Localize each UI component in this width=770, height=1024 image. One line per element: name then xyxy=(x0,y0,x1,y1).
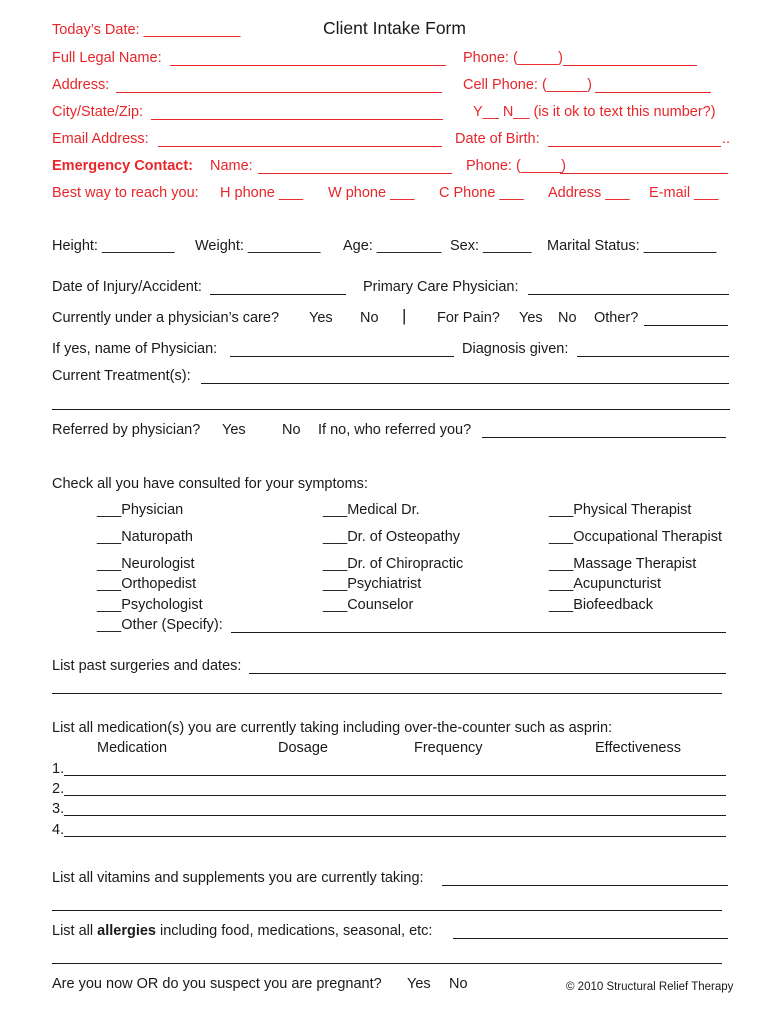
sex-field[interactable]: Sex: ______ xyxy=(450,238,532,254)
who-referred-line[interactable] xyxy=(482,437,726,438)
consult-other[interactable]: ___Other (Specify): xyxy=(97,617,223,633)
referred-no[interactable]: No xyxy=(282,422,301,438)
best-way-label: Best way to reach you: xyxy=(52,185,199,201)
physician-name-line[interactable] xyxy=(230,356,454,357)
under-care-yes[interactable]: Yes xyxy=(309,310,333,326)
emergency-name-label: Name: xyxy=(210,158,253,174)
diagnosis-line[interactable] xyxy=(577,356,729,357)
frequency-column-header: Frequency xyxy=(414,740,483,756)
effectiveness-column-header: Effectiveness xyxy=(595,740,681,756)
referred-question: Referred by physician? xyxy=(52,422,201,438)
other-line[interactable] xyxy=(644,325,728,326)
consult-massage-therapist[interactable]: ___Massage Therapist xyxy=(549,556,697,572)
address-label: Address: xyxy=(52,77,110,93)
diagnosis-label: Diagnosis given: xyxy=(462,341,569,357)
consult-acupuncturist[interactable]: ___Acupuncturist xyxy=(549,576,662,592)
copyright-notice: © 2010 Structural Relief Therapy xyxy=(566,981,734,993)
medications-heading: List all medication(s) you are currently taking including over-the-counter such as asprin: xyxy=(52,720,613,736)
medication-row-number: 3. xyxy=(52,801,65,817)
medication-row-number: 2. xyxy=(52,781,65,797)
consult-naturopath[interactable]: ___Naturopath xyxy=(97,529,193,545)
dosage-column-header: Dosage xyxy=(278,740,328,756)
pain-no[interactable]: No xyxy=(558,310,577,326)
consult-physician[interactable]: ___Physician xyxy=(97,502,184,518)
pregnancy-no[interactable]: No xyxy=(449,976,468,992)
emergency-phone-label: Phone: (_____) xyxy=(466,158,566,174)
allergies-suffix: including food, medications, seasonal, etc: xyxy=(160,923,433,939)
c-phone-option[interactable]: C Phone ___ xyxy=(439,185,524,201)
medication-row-line[interactable] xyxy=(64,815,726,816)
current-treatment-line[interactable] xyxy=(201,383,729,384)
todays-date-field[interactable]: Today’s Date: ____________ xyxy=(52,22,241,38)
cell-phone-line[interactable] xyxy=(595,92,711,93)
full-legal-name-label: Full Legal Name: xyxy=(52,50,162,66)
email-label: Email Address: xyxy=(52,131,149,147)
emergency-phone-line[interactable] xyxy=(560,173,728,174)
address-line[interactable] xyxy=(116,92,442,93)
emergency-name-line[interactable] xyxy=(258,173,452,174)
medication-row-line[interactable] xyxy=(64,775,726,776)
age-field[interactable]: Age: ________ xyxy=(343,238,442,254)
surgeries-label: List past surgeries and dates: xyxy=(52,658,242,674)
w-phone-option[interactable]: W phone ___ xyxy=(328,185,415,201)
separator-bar: | xyxy=(402,306,407,325)
emergency-contact-label: Emergency Contact: xyxy=(52,158,194,174)
consult-psychiatrist[interactable]: ___Psychiatrist xyxy=(323,576,422,592)
allergies-prefix: List all xyxy=(52,923,94,939)
allergies-line-2[interactable] xyxy=(52,963,722,964)
dob-line[interactable] xyxy=(548,146,721,147)
consult-osteopathy[interactable]: ___Dr. of Osteopathy xyxy=(323,529,461,545)
other-label: Other? xyxy=(594,310,639,326)
vitamins-label: List all vitamins and supplements you are currently taking: xyxy=(52,870,424,886)
consult-physical-therapist[interactable]: ___Physical Therapist xyxy=(549,502,692,518)
email-option[interactable]: E-mail ___ xyxy=(649,185,719,201)
under-care-question: Currently under a physician’s care? xyxy=(52,310,280,326)
height-field[interactable]: Height: _________ xyxy=(52,238,175,254)
h-phone-option[interactable]: H phone ___ xyxy=(220,185,304,201)
dob-label: Date of Birth: xyxy=(455,131,540,147)
pain-yes[interactable]: Yes xyxy=(519,310,543,326)
date-of-injury-line[interactable] xyxy=(210,294,346,295)
full-legal-name-line[interactable] xyxy=(170,65,446,66)
page-title: Client Intake Form xyxy=(323,18,466,38)
consulted-heading: Check all you have consulted for your symptoms: xyxy=(52,476,368,492)
consult-occupational-therapist[interactable]: ___Occupational Therapist xyxy=(549,529,723,545)
medication-row-number: 4. xyxy=(52,822,65,838)
medication-column-header: Medication xyxy=(97,740,168,756)
allergies-bold: allergies xyxy=(97,923,156,939)
under-care-no[interactable]: No xyxy=(360,310,379,326)
medication-row-line[interactable] xyxy=(64,836,726,837)
text-permission-field[interactable]: Y__ N__ (is it ok to text this number?) xyxy=(473,104,716,120)
pcp-label: Primary Care Physician: xyxy=(363,279,519,295)
address-option[interactable]: Address ___ xyxy=(548,185,630,201)
consult-neurologist[interactable]: ___Neurologist xyxy=(97,556,195,572)
phone-line[interactable] xyxy=(563,65,697,66)
who-referred-label: If no, who referred you? xyxy=(318,422,472,438)
vitamins-line-2[interactable] xyxy=(52,910,722,911)
referred-yes[interactable]: Yes xyxy=(222,422,246,438)
dob-suffix: .. xyxy=(722,131,731,147)
consult-chiropractic[interactable]: ___Dr. of Chiropractic xyxy=(323,556,464,572)
pregnancy-yes[interactable]: Yes xyxy=(407,976,431,992)
consult-medical-dr[interactable]: ___Medical Dr. xyxy=(323,502,420,518)
for-pain-label: For Pain? xyxy=(437,310,500,326)
medication-row-number: 1. xyxy=(52,761,65,777)
pregnancy-question: Are you now OR do you suspect you are pregnant? xyxy=(52,976,382,992)
pcp-line[interactable] xyxy=(528,294,729,295)
consult-biofeedback[interactable]: ___Biofeedback xyxy=(549,597,653,613)
consult-counselor[interactable]: ___Counselor xyxy=(323,597,414,613)
consult-orthopedist[interactable]: ___Orthopedist xyxy=(97,576,197,592)
phone-label: Phone: (_____) xyxy=(463,50,563,66)
surgeries-line-2[interactable] xyxy=(52,693,722,694)
consult-psychologist[interactable]: ___Psychologist xyxy=(97,597,203,613)
email-line[interactable] xyxy=(158,146,442,147)
marital-status-field[interactable]: Marital Status: _________ xyxy=(547,238,717,254)
consult-other-line[interactable] xyxy=(231,632,726,633)
date-of-injury-label: Date of Injury/Accident: xyxy=(52,279,202,295)
vitamins-line[interactable] xyxy=(442,885,728,886)
cell-phone-label: Cell Phone: (_____) xyxy=(463,77,592,93)
weight-field[interactable]: Weight: _________ xyxy=(195,238,321,254)
surgeries-line[interactable] xyxy=(249,673,726,674)
medication-row-line[interactable] xyxy=(64,795,726,796)
current-treatment-label: Current Treatment(s): xyxy=(52,368,191,384)
city-state-zip-line[interactable] xyxy=(151,119,443,120)
allergies-label xyxy=(52,923,432,939)
physician-name-label: If yes, name of Physician: xyxy=(52,341,218,357)
allergies-line[interactable] xyxy=(453,938,728,939)
city-state-zip-label: City/State/Zip: xyxy=(52,104,144,120)
current-treatment-line-2[interactable] xyxy=(52,409,730,410)
